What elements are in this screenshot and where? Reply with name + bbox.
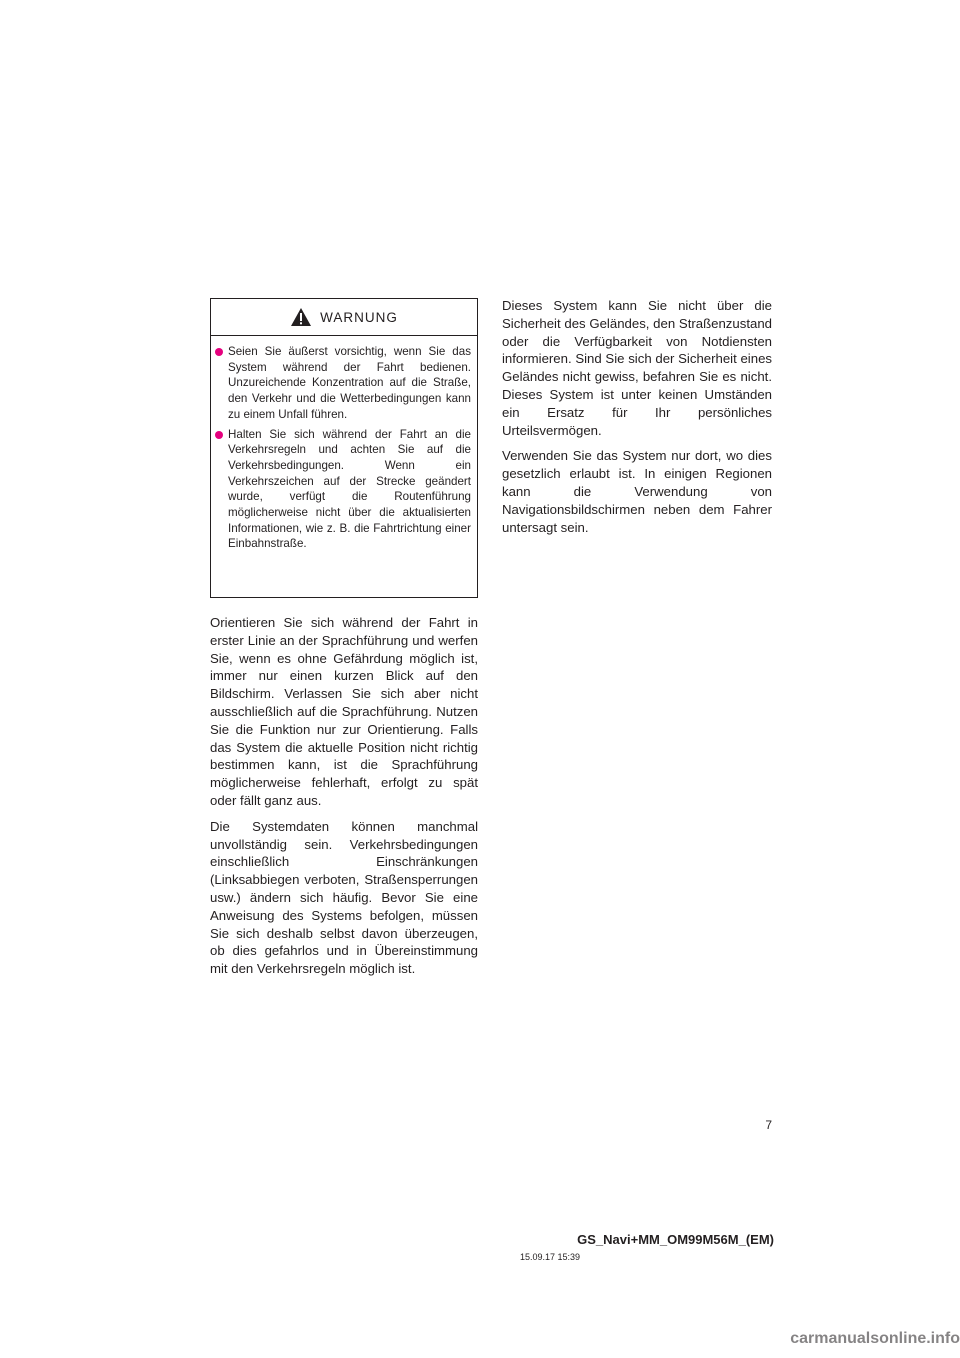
warning-item-text: Seien Sie äußerst vorsichtig, wenn Sie das System während der Fahrt bedienen. Unzureichende Konzentration auf die Straße, den Verkehr und die Wetterbedingungen kann zu einem Unfall führen.	[228, 345, 471, 421]
left-column	[210, 614, 478, 986]
body-paragraph: Verwenden Sie das System nur dort, wo dies gesetzlich erlaubt ist. In einigen Regionen kann die Verwendung von Navigationsbildschirmen neben dem Fahrer untersagt sein.	[502, 448, 772, 535]
footer-timestamp: 15.09.17 15:39	[520, 1252, 581, 1262]
warning-item	[215, 427, 471, 553]
warning-triangle-icon	[290, 307, 312, 327]
watermark-logo: carmanualsonline.info	[790, 1330, 960, 1347]
body-paragraph: Dieses System kann Sie nicht über die Sicherheit des Geländes, den Straßenzustand oder die Verfügbarkeit von Notdiensten informieren. Sind Sie sich der Sicherheit eines Geländes nicht gewiss, befahren Sie es nicht. Dieses System ist unter keinen Umständen ein Ersatz für Ihr persönliches Urteilsvermögen.	[502, 298, 772, 438]
warning-item	[215, 344, 471, 423]
warning-list	[211, 336, 477, 552]
body-paragraph: Orientieren Sie sich während der Fahrt in erster Linie an der Sprachführung und werfen Sie, wenn es ohne Gefährdung möglich ist, immer nur einen kurzen Blick auf den Bildschirm. Verlassen Sie sich aber nicht ausschließlich auf die Sprachführung. Nutzen Sie die Funktion nur zur Orientierung. Falls das System die aktuelle Position nicht richtig bestimmen kann, ist die Sprachführung möglicherweise fehlerhaft, erfolgt zu spät oder fällt ganz aus.	[210, 615, 478, 808]
body-paragraph: Die Systemdaten können manchmal unvollständig sein. Verkehrsbedingungen einschließlich Einschränkungen (Linksabbiegen verboten, Straßensperrungen usw.) ändern sich häufig. Bevor Sie eine Anweisung des Systems befolgen, müssen Sie sich deshalb selbst davon überzeugen, ob dies gefahrlos und in Übereinstimmung mit den Verkehrsregeln möglich ist.	[210, 818, 478, 977]
warning-header	[211, 299, 477, 336]
bullet-icon	[215, 431, 223, 439]
page-number: 7	[765, 1118, 772, 1132]
warning-title: WARNUNG	[320, 309, 398, 325]
footer-document-code: GS_Navi+MM_OM99M56M_(EM)	[577, 1232, 774, 1247]
right-column	[502, 297, 772, 544]
warning-item-text: Halten Sie sich während der Fahrt an die Verkehrsregeln und achten Sie auf die Verkehrsbedingungen. Wenn ein Verkehrszeichen auf der Strecke geändert wurde, verfügt die Routenführung möglicherweise nicht über die aktualisierten Informationen, wie z. B. die Fahrtrichtung einer Einbahnstraße.	[228, 427, 471, 551]
warning-box	[210, 298, 478, 598]
bullet-icon	[215, 348, 223, 356]
